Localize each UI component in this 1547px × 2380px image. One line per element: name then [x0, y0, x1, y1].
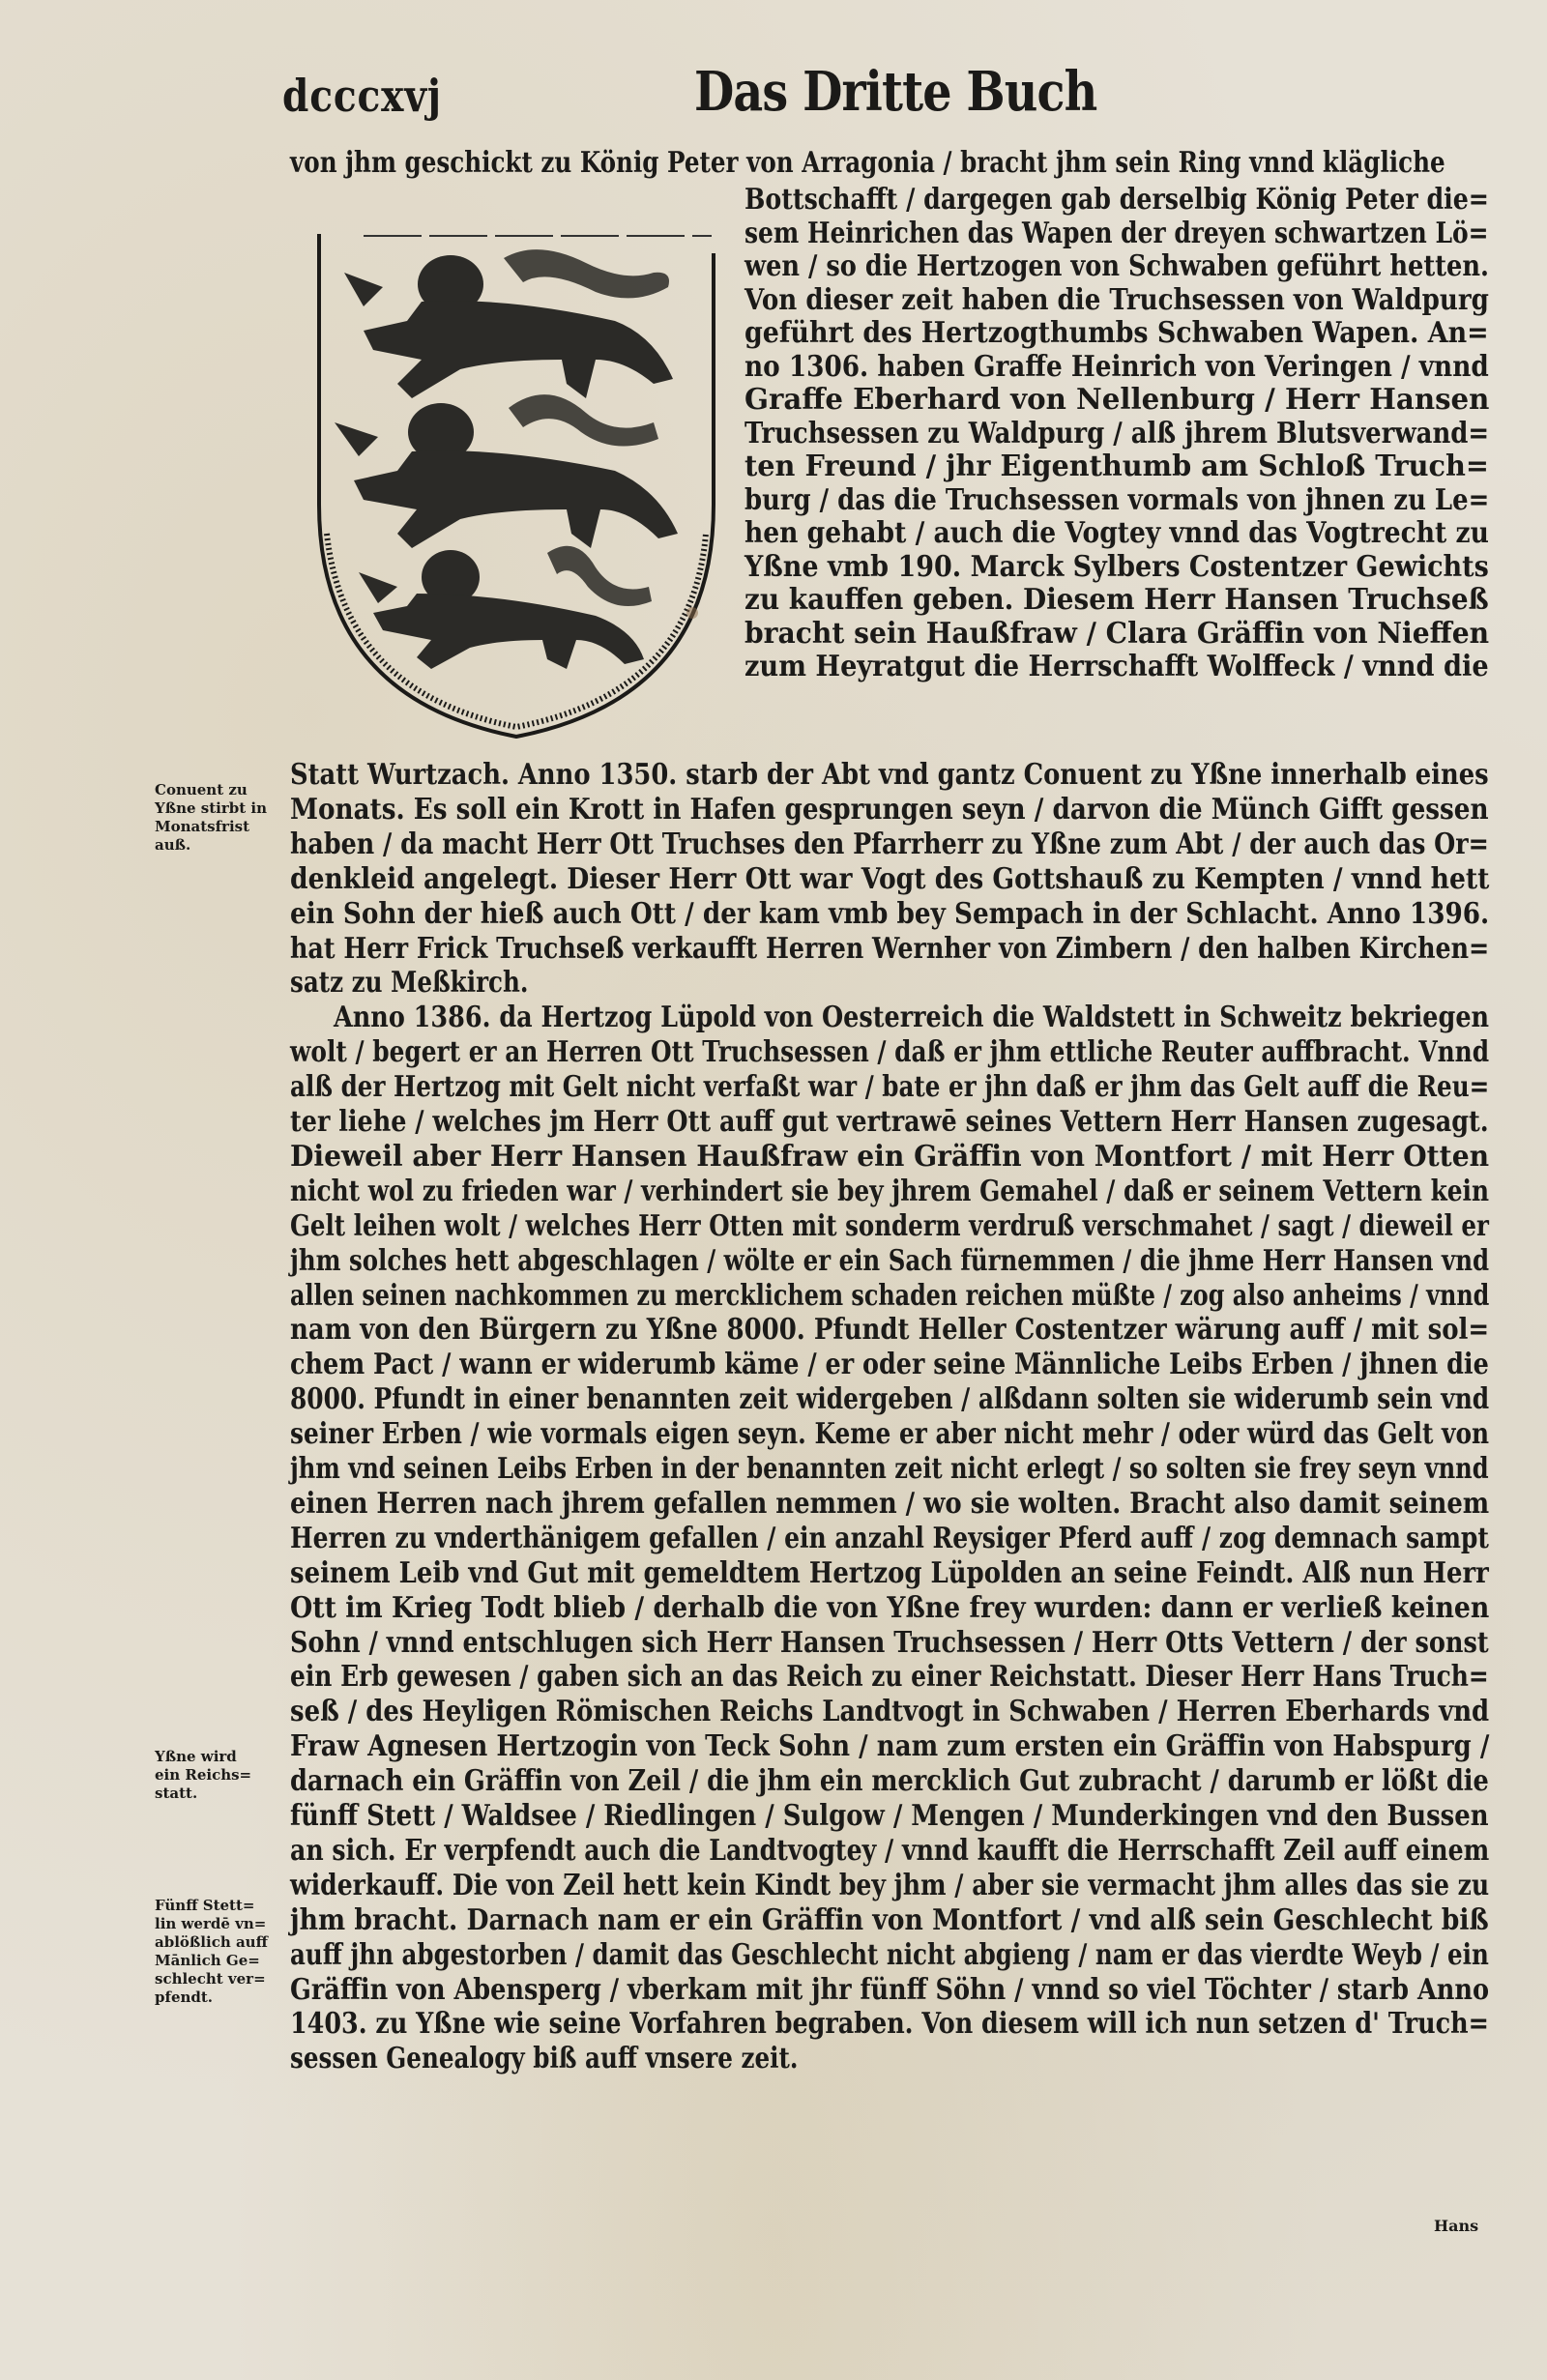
text-line: fünff Stett / Waldsee / Riedlingen / Sulgow / Mengen / Munderkingen vnd den Bussen	[290, 1799, 1489, 1833]
text-line: hen gehabt / auch die Vogtey vnnd das Vogtrecht zu	[744, 516, 1489, 550]
text-line: Fraw Agnesen Hertzogin von Teck Sohn / nam zum ersten ein Gräffin von Habspurg /	[290, 1729, 1490, 1764]
margin-note-line: Yßne stirbt in	[155, 799, 267, 817]
text-line: einen Herren nach jhrem gefallen nemmen / wo sie wolten. Bracht also damit seinem	[290, 1486, 1490, 1521]
text-line: 1403. zu Yßne wie seine Vorfahren begraben. Von diesem will ich nun setzen d' Truch=	[290, 2007, 1489, 2042]
text-line: nam von den Bürgern zu Yßne 8000. Pfundt Heller Costentzer wärung auff / mit sol=	[290, 1313, 1490, 1348]
text-line: Statt Wurtzach. Anno 1350. starb der Abt vnd gantz Conuent zu Yßne innerhalb eines	[290, 758, 1489, 792]
text-line: an sich. Er verpfendt auch die Landtvogtey / vnnd kaufft die Herrschafft Zeil auff einem	[290, 1833, 1490, 1868]
text-line: seß / des Heyligen Römischen Reichs Landtvogt in Schwaben / Herren Eberhards vnd	[290, 1695, 1490, 1729]
margin-note-line: ablößlich auff	[155, 1933, 268, 1951]
text-line: chem Pact / wann er widerumb käme / er oder seine Männliche Leibs Erben / jhnen die	[290, 1348, 1489, 1382]
text-line: Gelt leihen wolt / welches Herr Otten mit sonderm verdruß verschmahet / sagt / dieweil er	[290, 1208, 1489, 1243]
margin-note	[155, 781, 290, 855]
coat-of-arms-illustration	[306, 215, 727, 744]
margin-note	[155, 1897, 290, 2007]
text-line: ein Erb gewesen / gaben sich an das Reich zu einer Reichstatt. Dieser Herr Hans Truch=	[290, 1660, 1489, 1695]
text-line: burg / das die Truchsessen vormals von jhnen zu Le=	[744, 482, 1490, 517]
text-line: 8000. Pfundt in einer benannten zeit widergeben / alßdann solten sie widerumb sein vnd	[290, 1382, 1490, 1417]
text-line: auff jhn abgestorben / damit das Geschlecht nicht abgieng / nam er das vierdte Weyb / ein	[290, 1937, 1489, 1972]
text-line: Truchsessen zu Waldpurg / alß jhrem Blutsverwand=	[744, 416, 1490, 450]
margin-note-line: Conuent zu	[155, 781, 248, 798]
margin-note-line: Mānlich Ge=	[155, 1952, 260, 1969]
text-line: Monats. Es soll ein Krott in Hafen gesprungen seyn / darvon die Münch Gifft gessen	[290, 792, 1489, 827]
text-line: zum Heyratgut die Herrschafft Wolffeck / vnnd die	[744, 650, 1489, 683]
text-line: sessen Genealogy biß auff vnsere zeit.	[290, 2042, 799, 2076]
margin-note-line: Fünff Stett=	[155, 1897, 255, 1914]
margin-note-line: Yßne wird	[155, 1748, 237, 1765]
text-line: Gräffin von Abensperg / vberkam mit jhr fünff Söhn / vnnd so viel Töchter / starb Anno	[290, 1972, 1490, 2007]
text-line: Dieweil aber Herr Hansen Haußfraw ein Gräffin von Montfort / mit Herr Otten	[290, 1139, 1490, 1174]
text-line: hat Herr Frick Truchseß verkaufft Herren Wernher von Zimbern / den halben Kirchen=	[290, 931, 1490, 966]
text-line: satz zu Meßkirch.	[290, 966, 529, 1001]
text-line: darnach ein Gräffin von Zeil / die jhm ein mercklich Gut zubracht / darumb er lößt die	[290, 1764, 1489, 1799]
margin-note-line: auß.	[155, 836, 191, 854]
text-line: Ott im Krieg Todt blieb / derhalb die von Yßne frey wurden: dann er verließ keinen	[290, 1590, 1490, 1625]
text-line: Von dieser zeit haben die Truchsessen von Waldpurg	[744, 282, 1489, 317]
page-number: dcccxvj	[282, 70, 442, 122]
text-line: wolt / begert er an Herren Ott Truchsessen / daß er jhm ettliche Reuter auffbracht. Vnnd	[290, 1035, 1490, 1070]
text-line: widerkauff. Die von Zeil hett kein Kindt bey jhm / aber sie vermacht jhm alles das sie zu	[290, 1868, 1490, 1902]
text-line: zu kauffen geben. Diesem Herr Hansen Truchseß	[744, 583, 1489, 617]
text-line: wen / so die Hertzogen von Schwaben geführt hetten.	[744, 249, 1489, 283]
text-line: jhm bracht. Darnach nam er ein Gräffin von Montfort / vnd alß sein Geschlecht biß	[290, 1902, 1489, 1937]
text-line: denkleid angelegt. Dieser Herr Ott war Vogt des Gottshauß zu Kempten / vnnd hett	[290, 861, 1490, 896]
margin-note-line: statt.	[155, 1785, 198, 1802]
text-line: alß der Hertzog mit Gelt nicht verfaßt war / bate er jhn daß er jhm das Gelt auff die Reu=	[290, 1070, 1490, 1105]
text-line: Sohn / vnnd entschlugen sich Herr Hansen Truchsessen / Herr Otts Vettern / der sonst	[290, 1625, 1489, 1660]
margin-note-line: Monatsfrist	[155, 818, 250, 835]
text-line: Herren zu vnderthänigem gefallen / ein anzahl Reysiger Pferd auff / zog demnach sampt	[290, 1521, 1489, 1555]
catchword: Hans	[1434, 2217, 1479, 2235]
margin-note-line: ein Reichs=	[155, 1766, 252, 1784]
text-line: seiner Erben / wie vormals eigen seyn. Keme er aber nicht mehr / oder würd das Gelt von	[290, 1417, 1490, 1452]
three-lions-shield-icon	[306, 215, 727, 744]
text-line: bracht sein Haußfraw / Clara Gräffin von Nieffen	[744, 616, 1490, 651]
text-line: Anno 1386. da Hertzog Lüpold von Oesterreich die Waldstett in Schweitz bekriegen	[334, 1001, 1490, 1035]
margin-note-line: lin werdē vn=	[155, 1915, 267, 1932]
text-line: von jhm geschickt zu König Peter von Arragonia / bracht jhm sein Ring vnnd klägliche	[290, 146, 1445, 180]
text-line: seinem Leib vnd Gut mit gemeldtem Hertzog Lüpolden an seine Feindt. Alß nun Herr	[290, 1555, 1489, 1590]
margin-note	[155, 1748, 290, 1803]
text-line: Graffe Eberhard von Nellenburg / Herr Hansen	[744, 383, 1490, 417]
text-line: haben / da macht Herr Ott Truchses den Pfarrherr zu Yßne zum Abt / der auch das Or=	[290, 827, 1489, 861]
text-line: jhm vnd seinen Leibs Erben in der benannten zeit nicht erlegt / so solten sie frey seyn vnnd	[290, 1452, 1489, 1486]
text-line: Yßne vmb 190. Marck Sylbers Costentzer Gewichts	[744, 549, 1489, 584]
text-line: ter liehe / welches jm Herr Ott auff gut vertrawē seines Vettern Herr Hansen zugesagt.	[290, 1105, 1489, 1139]
margin-note-line: schlecht ver=	[155, 1970, 266, 1988]
text-line: no 1306. haben Graffe Heinrich von Veringen / vnnd	[744, 349, 1489, 384]
text-line: Bottschafft / dargegen gab derselbig König Peter die=	[744, 183, 1489, 217]
text-line: ein Sohn der hieß auch Ott / der kam vmb bey Sempach in der Schlacht. Anno 1396.	[290, 896, 1490, 931]
text-line: sem Heinrichen das Wapen der dreyen schwartzen Lö=	[744, 216, 1489, 250]
text-line: geführt des Hertzogthumbs Schwaben Wapen. An=	[744, 316, 1489, 350]
text-line: nicht wol zu frieden war / verhindert sie bey jhrem Gemahel / daß er seinem Vettern kein	[290, 1174, 1490, 1208]
margin-note-line: pfendt.	[155, 1988, 214, 2006]
running-title: Das Dritte Buch	[694, 60, 1097, 124]
text-line: allen seinen nachkommen zu mercklichem schaden reichen müßte / zog also anheims / vnnd	[290, 1278, 1490, 1313]
text-line: ten Freund / jhr Eigenthumb am Schloß Truch=	[744, 450, 1489, 483]
text-line: jhm solches hett abgeschlagen / wölte er ein Sach fürnemmen / die jhme Herr Hansen vnd	[290, 1243, 1490, 1278]
